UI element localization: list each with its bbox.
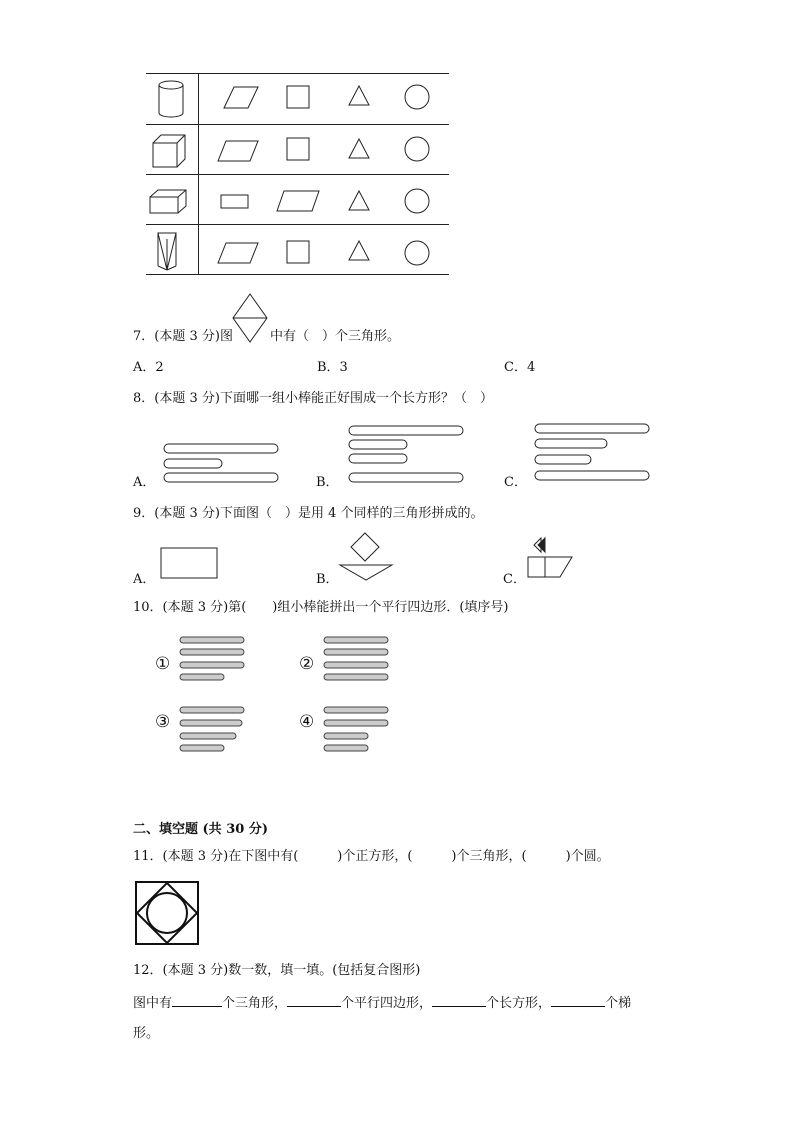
group-2-label: ②	[299, 654, 315, 674]
question-8-text: 8．(本题 3 分)下面哪一组小棒能正好围成一个长方形？（ ）	[133, 391, 493, 406]
q9-figure-a-rectangle	[160, 547, 220, 581]
question-7-suffix: 中有（ ）个三角形。	[270, 329, 401, 344]
rhombus-figure	[232, 293, 268, 343]
square-circle-figure	[134, 880, 200, 946]
cube-icon	[153, 135, 185, 167]
q7-option-c[interactable]: C．4	[504, 360, 536, 375]
q12-part-b: 个三角形，	[222, 996, 288, 1011]
q12-part-a: 图中有	[133, 996, 173, 1011]
q9-option-c[interactable]: C．	[503, 572, 526, 587]
q12-part-d: 个长方形，	[486, 996, 552, 1011]
q9-figure-c-boat	[525, 535, 577, 581]
q8-sticks-c	[532, 422, 654, 486]
q12-part-c: 个平行四边形，	[341, 996, 433, 1011]
question-7-prefix: 7．(本题 3 分)图	[133, 329, 233, 344]
q12-blank-parallelograms[interactable]	[287, 994, 341, 1007]
question-9-text: 9．(本题 3 分)下面图（ ）是用 4 个同样的三角形拼成的。	[133, 506, 484, 521]
question-12-line-2: 形。	[133, 1026, 160, 1041]
q8-sticks-b	[346, 424, 468, 486]
cuboid-icon	[150, 190, 186, 213]
q12-blank-triangles[interactable]	[172, 994, 222, 1007]
q9-option-b[interactable]: B．	[316, 572, 339, 587]
q12-part-e: 个梯	[605, 996, 632, 1011]
q12-blank-rectangles[interactable]	[432, 994, 486, 1007]
question-10-text: 10．(本题 3 分)第( )组小棒能拼出一个平行四边形．(填序号)	[133, 600, 509, 615]
question-11-text: 11．(本题 3 分)在下图中有( )个正方形，( )个三角形，( )个圆。	[133, 849, 610, 864]
q12-blank-trapezoids[interactable]	[551, 994, 605, 1007]
q9-option-a[interactable]: A．	[133, 572, 156, 587]
q8-option-b[interactable]: B．	[316, 475, 339, 490]
group-4-label: ④	[299, 712, 315, 732]
question-12-text: 12．(本题 3 分)数一数，填一填。(包括复合图形)	[133, 963, 421, 978]
triangular-prism-icon	[158, 233, 176, 270]
q7-option-b[interactable]: B．3	[317, 360, 348, 375]
q8-option-a[interactable]: A．	[133, 475, 156, 490]
section-2-title: 二、填空题 (共 30 分)	[133, 822, 268, 837]
cylinder-icon	[159, 81, 183, 117]
question-12-fill-line	[133, 994, 631, 1012]
solids-faces-table	[146, 73, 451, 277]
q8-sticks-a	[162, 442, 282, 486]
group-3-label: ③	[155, 712, 171, 732]
q7-option-a[interactable]: A．2	[133, 360, 164, 375]
q8-option-c[interactable]: C．	[504, 475, 527, 490]
q9-figure-b-boat	[338, 530, 398, 584]
group-1-label: ①	[155, 654, 171, 674]
